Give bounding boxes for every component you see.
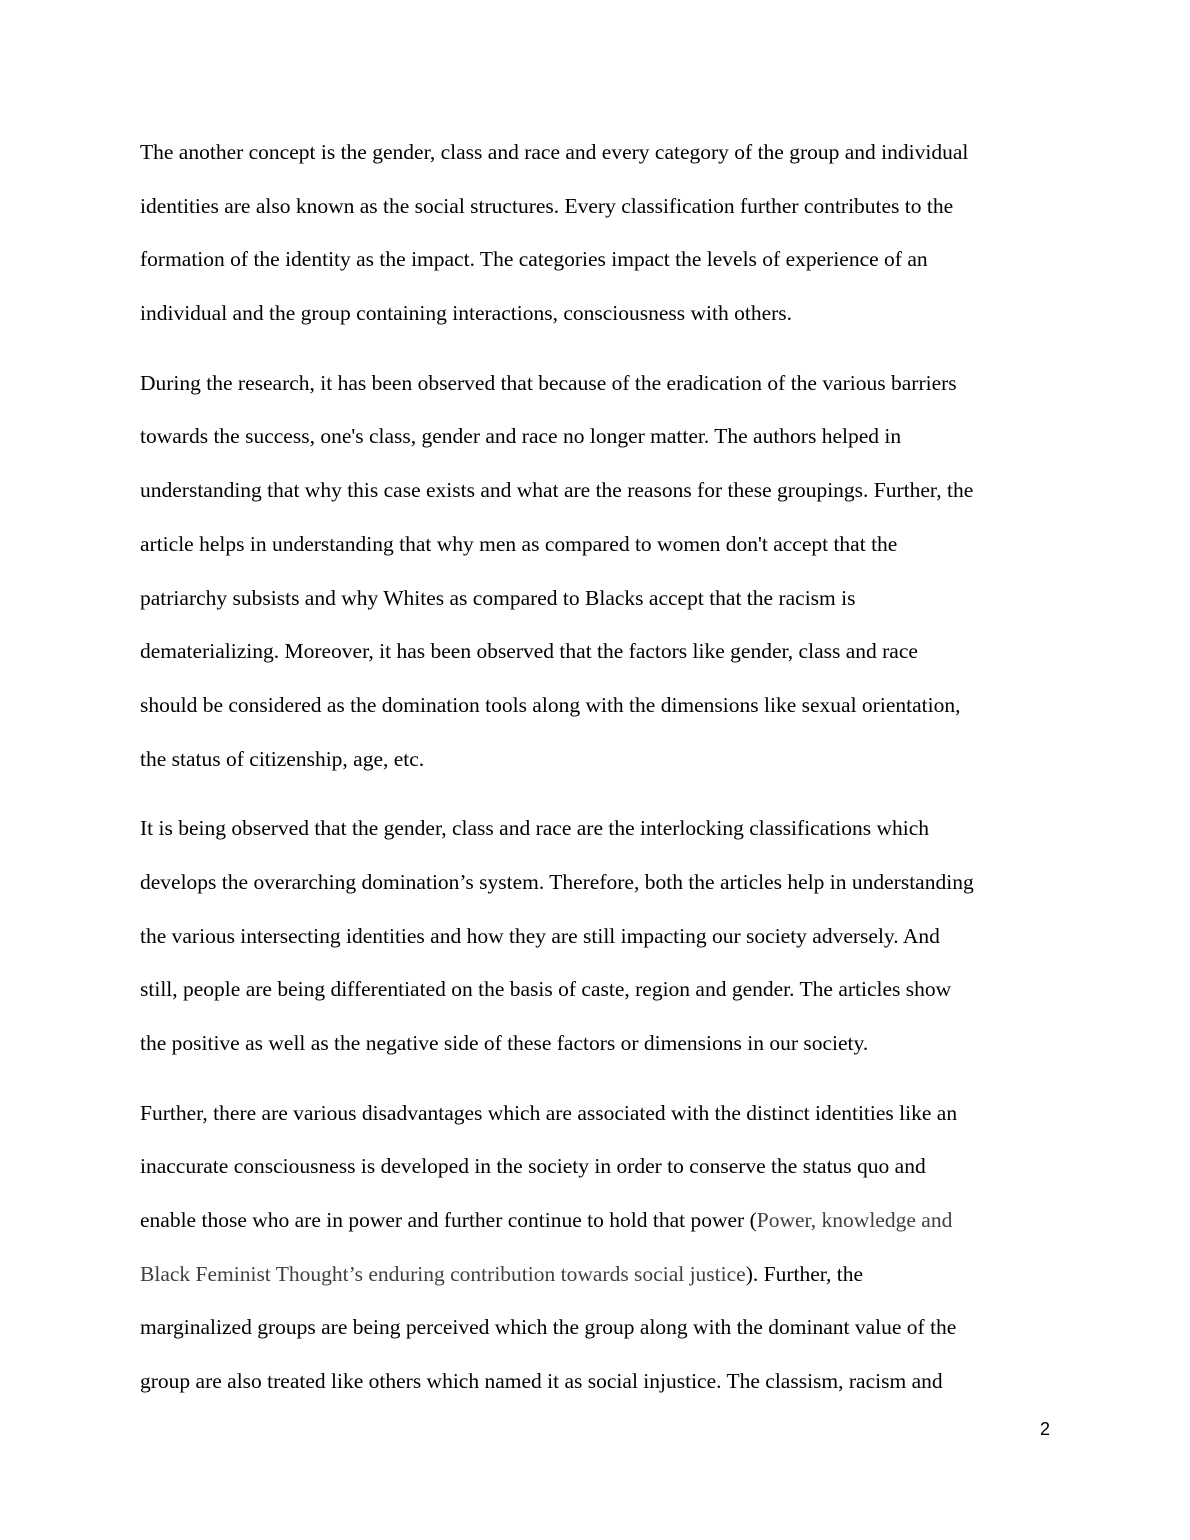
text-line: still, people are being differentiated on the basis of caste, region and gender. The articles show bbox=[140, 977, 952, 1002]
text-line: individual and the group containing interactions, consciousness with others. bbox=[140, 301, 793, 326]
text-line: the status of citizenship, age, etc. bbox=[140, 746, 425, 771]
text-line: dematerializing. Moreover, it has been observed that the factors like gender, class and race bbox=[140, 639, 918, 664]
body-text bbox=[140, 126, 1060, 1425]
text-line: patriarchy subsists and why Whites as compared to Blacks accept that the racism is bbox=[140, 585, 856, 610]
text-line: the various intersecting identities and how they are still impacting our society adversely. And bbox=[140, 923, 940, 948]
text-line: It is being observed that the gender, class and race are the interlocking classifications which bbox=[140, 816, 929, 841]
text-line-with-citation bbox=[140, 1248, 1060, 1302]
paragraph-1 bbox=[140, 126, 1060, 341]
paragraph-2 bbox=[140, 357, 1060, 787]
text-line: formation of the identity as the impact. The categories impact the levels of experience of an bbox=[140, 247, 928, 272]
text-line: marginalized groups are being perceived which the group along with the dominant value of the bbox=[140, 1315, 957, 1340]
paragraph-3 bbox=[140, 802, 1060, 1070]
text-line: group are also treated like others which named it as social injustice. The classism, racism and bbox=[140, 1369, 943, 1394]
text-line: During the research, it has been observed that because of the eradication of the various barriers bbox=[140, 370, 957, 395]
text-segment: enable those who are in power and further continue to hold that power ( bbox=[140, 1208, 757, 1233]
paragraph-4 bbox=[140, 1087, 1060, 1409]
text-line: should be considered as the domination tools along with the dimensions like sexual orientation, bbox=[140, 692, 961, 717]
text-segment: ). Further, the bbox=[745, 1261, 864, 1286]
text-line-with-citation bbox=[140, 1194, 1060, 1248]
text-line: understanding that why this case exists and what are the reasons for these groupings. Further, the bbox=[140, 478, 974, 503]
text-line: article helps in understanding that why men as compared to women don't accept that the bbox=[140, 531, 898, 556]
citation-text: Black Feminist Thought’s enduring contribution towards social justice bbox=[140, 1261, 746, 1286]
text-line: towards the success, one's class, gender and race no longer matter. The authors helped in bbox=[140, 424, 902, 449]
text-line: inaccurate consciousness is developed in the society in order to conserve the status quo and bbox=[140, 1154, 926, 1179]
citation-text: Power, knowledge and bbox=[756, 1208, 953, 1233]
text-line: develops the overarching domination’s system. Therefore, both the articles help in understanding bbox=[140, 869, 974, 894]
text-line: the positive as well as the negative side of these factors or dimensions in our society. bbox=[140, 1031, 869, 1055]
text-line: identities are also known as the social structures. Every classification further contributes to the bbox=[140, 193, 954, 218]
page-number: 2 bbox=[1039, 1419, 1050, 1439]
text-line: The another concept is the gender, class and race and every category of the group and individual bbox=[140, 140, 969, 164]
text-line: Further, there are various disadvantages which are associated with the distinct identities like an bbox=[140, 1100, 958, 1125]
